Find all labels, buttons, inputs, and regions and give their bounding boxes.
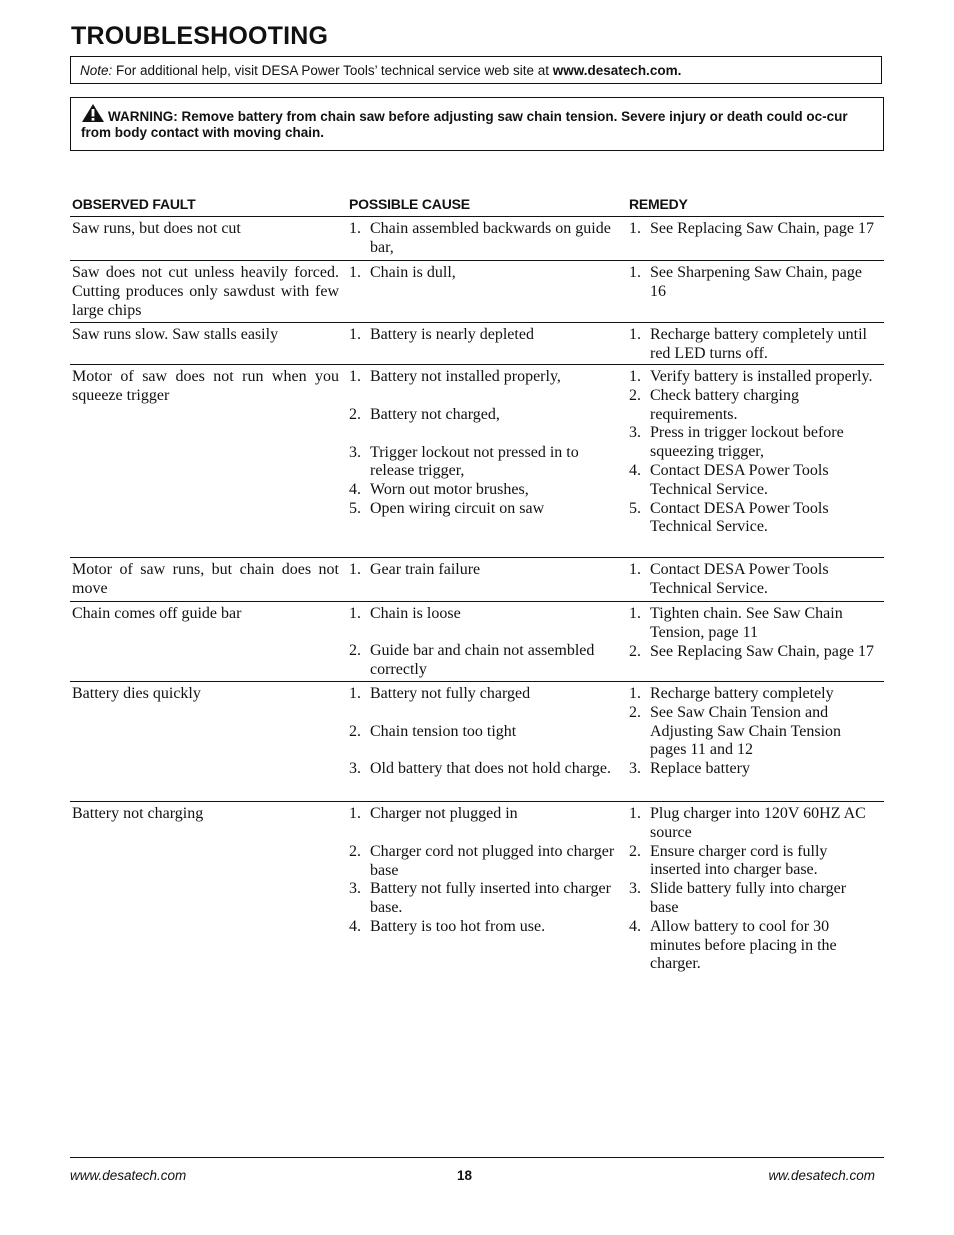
fault-cell: Motor of saw does not run when you squeeze trigger [72,368,339,404]
remedy-cell [629,685,884,801]
fault-cell: Saw runs, but does not cut [72,220,241,237]
list-item: 4. Allow battery to cool for 30 minutes before placing in the charger. [629,917,837,973]
header-possible-cause: POSSIBLE CAUSE [349,196,470,212]
page-number: 18 [457,1168,473,1183]
warning-box [70,97,884,151]
table-row [70,323,884,365]
header-remedy: REMEDY [629,196,688,212]
list-item: 2. Guide bar and chain not assembled correctly [349,641,595,678]
warning-text: WARNING: Remove battery from chain saw before adjusting saw chain tension. Severe injury or death could oc-cur from body contact with moving chain. [81,109,848,140]
fault-cell: Motor of saw runs, but chain does not move [72,561,339,597]
fault-cell: Chain comes off guide bar [72,605,242,622]
list-item: 5. Open wiring circuit on saw [349,499,545,517]
list-item: 3. Replace battery [629,760,750,778]
note-label: Note: [80,63,113,78]
table-row [70,802,884,977]
table-row [70,261,884,323]
note-box [70,56,882,84]
list-item: 1. Charger not plugged in [349,805,518,822]
warning-triangle-icon [81,103,105,123]
list-item: 2. See Saw Chain Tension and Adjusting Saw Chain Tension pages 11 and 12 [629,703,842,759]
list-item: 3. Press in trigger lockout before squeezing trigger, [629,424,844,461]
list-item: 3. Old battery that does not hold charge. [349,759,611,777]
list-item: 1. Chain is dull, [349,264,456,281]
table-row [70,682,884,802]
table-row [70,365,884,558]
cause-cell [349,326,629,364]
troubleshooting-table [70,193,884,977]
table-row [70,602,884,682]
header-observed-fault: OBSERVED FAULT [72,196,196,212]
list-item: 1. Verify battery is installed properly. [629,368,873,385]
list-item: 1. Battery is nearly depleted [349,326,534,343]
fault-cell: Saw does not cut unless heavily forced. Cutting produces only sawdust with few large chips [72,264,339,319]
list-item: 1. Recharge battery completely until red LED turns off. [629,326,867,362]
list-item: 1. Plug charger into 120V 60HZ AC source [629,805,866,841]
footer-right-url: ww.desatech.com [768,1168,875,1183]
list-item: 4. Battery is too hot from use. [349,917,546,935]
list-item: 1. Chain is loose [349,605,461,622]
remedy-cell [629,264,884,322]
list-item: 2. Battery not charged, [349,405,500,423]
note-text: For additional help, visit DESA Power Tools’ technical service web site at [116,63,550,78]
list-item: 1. Tighten chain. See Saw Chain Tension, page 11 [629,605,843,641]
list-item: 1. See Sharpening Saw Chain, page 16 [629,264,862,300]
list-item: 1. Gear train failure [349,561,481,578]
list-item: 3. Battery not fully inserted into charger base. [349,880,611,917]
cause-cell [349,685,629,801]
list-item: 1. Battery not fully charged [349,685,531,702]
list-item: 1. Battery not installed properly, [349,368,561,385]
cause-cell [349,264,629,322]
cause-cell [349,561,629,601]
footer-left-url: www.desatech.com [70,1168,187,1183]
list-item: 1. See Replacing Saw Chain, page 17 [629,220,874,237]
remedy-cell [629,561,884,601]
list-item: 2. See Replacing Saw Chain, page 17 [629,642,874,660]
list-item: 2. Chain tension too tight [349,722,517,740]
note-url: www.desatech.com. [552,63,682,78]
fault-cell: Battery dies quickly [72,685,201,702]
table-row [70,217,884,261]
remedy-cell [629,326,884,364]
footer-rule [70,1157,884,1158]
list-item: 1. Chain assembled backwards on guide bar, [349,220,611,256]
remedy-cell [629,220,884,260]
fault-cell: Saw runs slow. Saw stalls easily [72,326,279,343]
cause-cell [349,805,629,977]
page-title: TROUBLESHOOTING [71,22,329,50]
fault-cell: Battery not charging [72,805,204,822]
list-item: 5. Contact DESA Power Tools Technical Service. [629,499,829,536]
cause-cell [349,605,629,681]
list-item: 2. Charger cord not plugged into charger base [349,842,615,879]
list-item: 4. Worn out motor brushes, [349,481,529,499]
list-item: 2. Ensure charger cord is fully inserted into charger base. [629,842,828,879]
table-row [70,558,884,602]
remedy-cell [629,605,884,681]
remedy-cell [629,368,884,557]
list-item: 3. Trigger lockout not pressed in to release trigger, [349,443,579,480]
list-item: 3. Slide battery fully into charger base [629,880,847,916]
list-item: 1. Recharge battery completely [629,685,834,702]
list-item: 4. Contact DESA Power Tools Technical Service. [629,461,829,498]
remedy-cell [629,805,884,977]
list-item: 1. Contact DESA Power Tools Technical Service. [629,561,829,597]
cause-cell [349,368,629,557]
list-item: 2. Check battery charging requirements. [629,386,799,423]
cause-cell [349,220,629,260]
table-header [70,193,884,217]
